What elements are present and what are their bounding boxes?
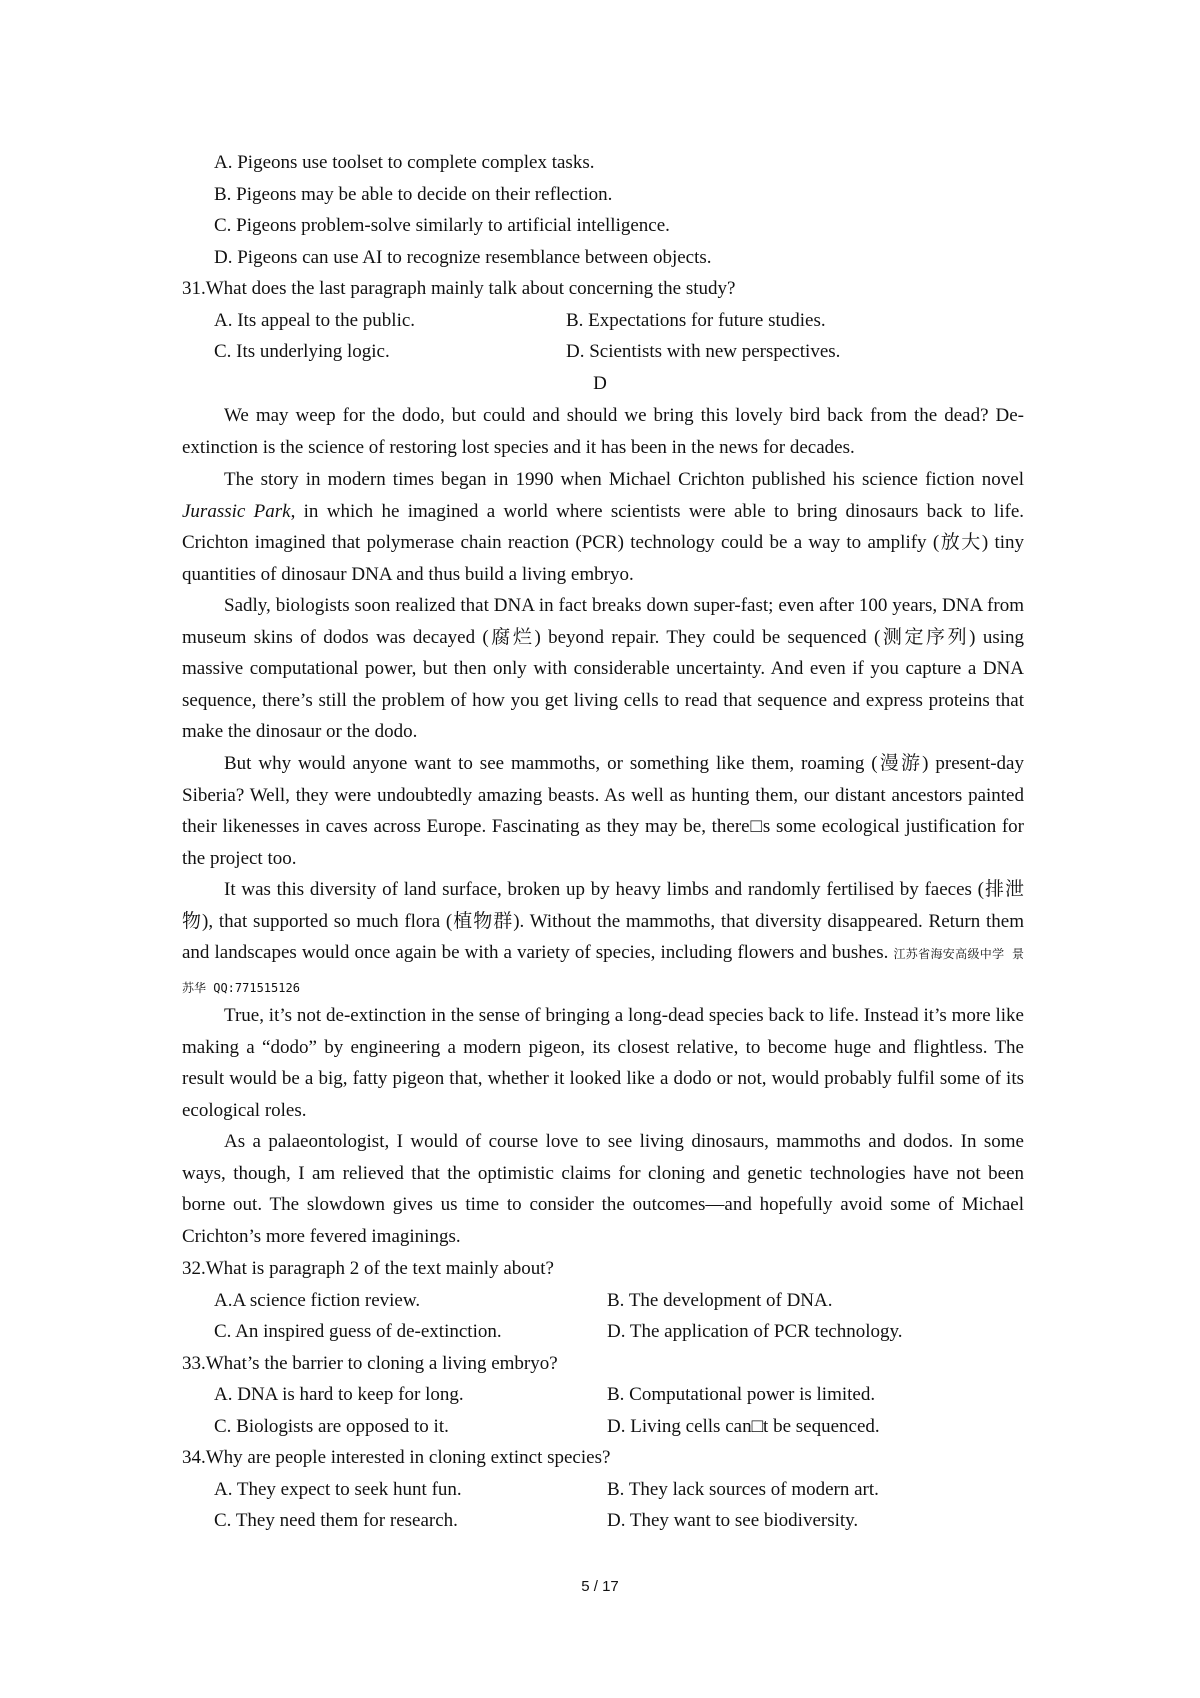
q30-option-c: C. Pigeons problem-solve similarly to artificial intelligence. — [214, 215, 670, 236]
q33-option-d: D. Living cells can□t be sequenced. — [607, 1416, 880, 1437]
watermark-note: 江苏省海安高级中学 景苏华 QQ:771515126 — [182, 947, 1025, 995]
q31-stem: 31.What does the last paragraph mainly talk about concerning the study? — [182, 278, 736, 299]
q30-option-b: B. Pigeons may be able to decide on their reflection. — [214, 184, 613, 205]
q31-option-c: C. Its underlying logic. — [214, 341, 390, 362]
passage-paragraph-7: As a palaeontologist, I would of course love to see living dinosaurs, mammoths and dodos. In some ways, though, I am relieved that the optimistic claims for cloning and genetic technologies have not been borne out. The slowdown gives us time to consider the outcomes—and hopefully avoid some of Michael Crichton’s more fevered imaginings. — [182, 1131, 1024, 1247]
q32-option-c: C. An inspired guess of de-extinction. — [214, 1321, 502, 1342]
q30-option-a: A. Pigeons use toolset to complete complex tasks. — [214, 152, 595, 173]
passage-paragraph-6: True, it’s not de-extinction in the sense of bringing a long-dead species back to life. Instead it’s more like making a “dodo” by engineering a modern pigeon, its closest relative, to become huge and flightless. The result would be a big, fatty pigeon that, whether it looked like a dodo or not, would probably fulfil some of its ecological roles. — [182, 1005, 1024, 1121]
q32-option-d: D. The application of PCR technology. — [607, 1321, 903, 1342]
q34-option-b: B. They lack sources of modern art. — [607, 1479, 879, 1500]
q33-option-a: A. DNA is hard to keep for long. — [214, 1384, 464, 1405]
q34-option-d: D. They want to see biodiversity. — [607, 1510, 859, 1531]
q31-option-b: B. Expectations for future studies. — [566, 310, 826, 331]
passage-paragraph-2: The story in modern times began in 1990 when Michael Crichton published his science fiction novel Jurassic Park, in which he imagined a world where scientists were able to bring dinosaurs back to life. Crichton imagined that polymerase chain reaction (PCR) technology could be a way to amplify (放大) tiny quantities of dinosaur DNA and thus build a living embryo. — [182, 469, 1024, 585]
q34-option-a: A. They expect to seek hunt fun. — [214, 1479, 462, 1500]
passage-paragraph-4: But why would anyone want to see mammoths, or something like them, roaming (漫游) present-day Siberia? Well, they were undoubtedly amazing beasts. As well as hunting them, our distant ancestors painted their likenesses in caves across Europe. Fascinating as they may be, there□s some ecological justification for the project too. — [182, 753, 1024, 869]
passage-paragraph-3: Sadly, biologists soon realized that DNA in fact breaks down super-fast; even after 100 years, DNA from museum skins of dodos was decayed (腐烂) beyond repair. They could be sequenced (测定序列) using massive computational power, but then only with considerable uncertainty. And even if you capture a DNA sequence, there’s still the problem of how you get living cells to read that sequence and express proteins that make the dinosaur or the dodo. — [182, 595, 1024, 743]
q33-option-c: C. Biologists are opposed to it. — [214, 1416, 449, 1437]
passage-paragraph-5: It was this diversity of land surface, broken up by heavy limbs and randomly fertilised by faeces (排泄物), that supported so much flora (植物群). Without the mammoths, that diversity disappeared. Return them and landscapes would once again be with a variety of species, including flowers and bushes. 江苏省海安高级中学 景苏华 QQ:771515126 — [182, 879, 1025, 995]
novel-title: Jurassic Park — [182, 500, 291, 522]
q33-option-b: B. Computational power is limited. — [607, 1384, 876, 1405]
section-label: D — [593, 373, 607, 394]
passage-paragraph-1: We may weep for the dodo, but could and should we bring this lovely bird back from the dead? De-extinction is the science of restoring lost species and it has been in the news for decades. — [182, 405, 1024, 458]
q32-option-a: A.A science fiction review. — [214, 1290, 421, 1311]
page-number: 5 / 17 — [581, 1578, 619, 1595]
q34-option-c: C. They need them for research. — [214, 1510, 458, 1531]
q31-option-a: A. Its appeal to the public. — [214, 310, 416, 331]
q33-stem: 33.What’s the barrier to cloning a living embryo? — [182, 1353, 558, 1374]
q32-option-b: B. The development of DNA. — [607, 1290, 833, 1311]
q31-option-d: D. Scientists with new perspectives. — [566, 341, 841, 362]
q30-option-d: D. Pigeons can use AI to recognize resemblance between objects. — [214, 247, 712, 268]
q32-stem: 32.What is paragraph 2 of the text mainly about? — [182, 1258, 554, 1279]
q34-stem: 34.Why are people interested in cloning extinct species? — [182, 1447, 611, 1468]
